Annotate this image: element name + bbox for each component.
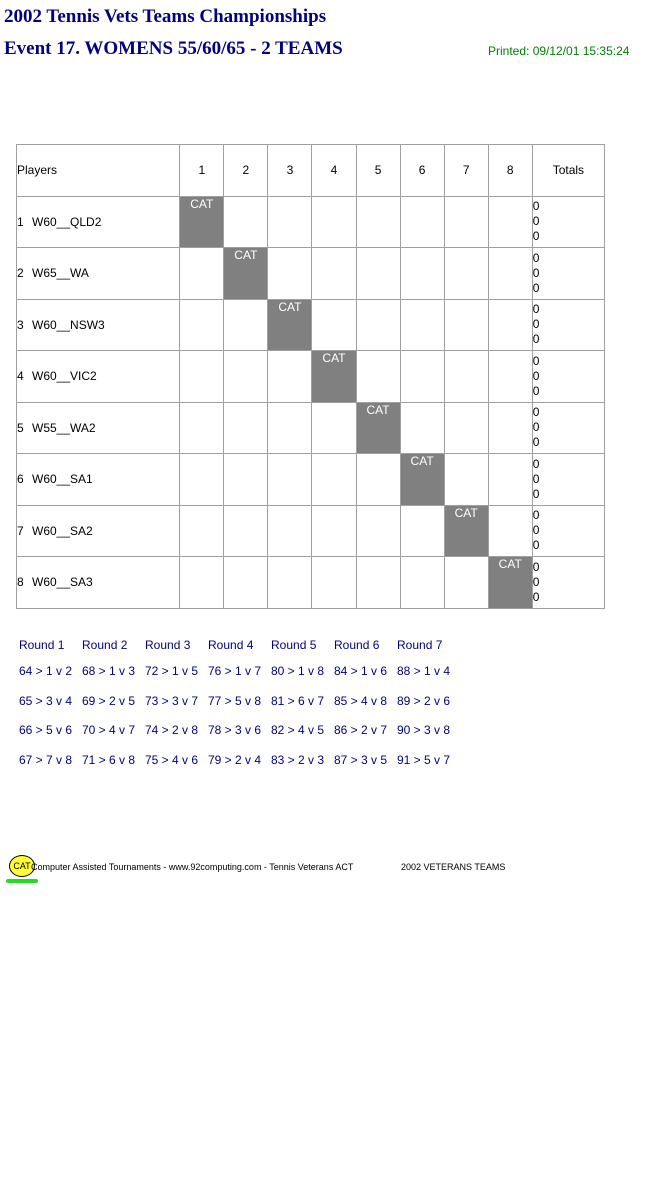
player-name: W60__VIC2 (32, 369, 97, 384)
match-entry: 71 > 6 v 8 (82, 752, 136, 767)
match-cell (488, 299, 532, 351)
player-name: W60__SA1 (32, 472, 93, 487)
match-cell (444, 402, 488, 454)
total-value: 0 (532, 456, 540, 471)
match-cell (444, 557, 488, 609)
column-header-5: 5 (356, 145, 400, 197)
total-value: 0 (532, 559, 540, 574)
total-value: 0 (532, 368, 540, 383)
rounds-schedule (19, 638, 460, 782)
player-cell (17, 402, 180, 454)
match-entry: 67 > 7 v 8 (19, 752, 73, 767)
totals-header: Totals (532, 145, 604, 197)
match-cell (268, 248, 312, 300)
match-cell (488, 196, 532, 248)
total-value: 0 (532, 332, 540, 347)
total-value: 0 (532, 471, 540, 486)
total-value: 0 (532, 353, 540, 368)
player-number: 5 (17, 420, 24, 435)
event-title: Event 17. WOMENS 55/60/65 - 2 TEAMS (4, 38, 343, 59)
total-value: 0 (532, 317, 540, 332)
rounds-match-row (19, 664, 460, 694)
total-value: 0 (532, 538, 540, 553)
totals-cell (532, 196, 604, 248)
match-cell (400, 248, 444, 300)
column-header-8: 8 (488, 145, 532, 197)
match-cell (356, 454, 400, 506)
player-row (17, 402, 605, 454)
total-value: 0 (532, 486, 540, 501)
match-entry: 73 > 3 v 7 (145, 693, 199, 708)
column-header-6: 6 (400, 145, 444, 197)
total-value: 0 (532, 589, 540, 604)
grid-header-row (17, 145, 605, 197)
player-number: 7 (17, 523, 24, 538)
player-number: 2 (17, 266, 24, 281)
total-value: 0 (532, 214, 540, 229)
total-value: 0 (532, 302, 540, 317)
round-header: Round 1 (19, 638, 65, 652)
match-cell (488, 454, 532, 506)
match-cell (488, 505, 532, 557)
totals-cell (532, 505, 604, 557)
match-entry: 82 > 4 v 5 (271, 723, 325, 737)
column-header-1: 1 (180, 145, 224, 197)
match-cell (224, 196, 268, 248)
match-cell (180, 557, 224, 609)
match-cell (444, 454, 488, 506)
match-cell (268, 196, 312, 248)
self-match-cell: CAT (444, 505, 488, 557)
match-cell (400, 402, 444, 454)
self-match-cell: CAT (180, 196, 224, 248)
match-cell (224, 505, 268, 557)
column-header-2: 2 (224, 145, 268, 197)
totals-cell (532, 248, 604, 300)
rounds-header-row (19, 638, 460, 664)
match-cell (312, 248, 356, 300)
match-cell (268, 402, 312, 454)
match-cell (268, 351, 312, 403)
match-cell (180, 454, 224, 506)
match-cell (400, 505, 444, 557)
column-header-7: 7 (444, 145, 488, 197)
match-entry: 72 > 1 v 5 (145, 664, 199, 678)
match-cell (444, 196, 488, 248)
rounds-match-row (19, 753, 460, 783)
rounds-match-row (19, 694, 460, 724)
player-name: W60__QLD2 (32, 214, 102, 229)
match-cell (488, 351, 532, 403)
match-cell (488, 248, 532, 300)
player-cell (17, 557, 180, 609)
totals-cell (532, 299, 604, 351)
match-entry: 84 > 1 v 6 (334, 664, 388, 678)
player-cell (17, 248, 180, 300)
match-cell (224, 299, 268, 351)
match-cell (268, 505, 312, 557)
self-match-cell: CAT (400, 454, 444, 506)
player-name: W55__WA2 (32, 420, 96, 435)
match-cell (356, 196, 400, 248)
match-cell (312, 454, 356, 506)
logo-underline (6, 879, 38, 883)
total-value: 0 (532, 383, 540, 398)
match-cell (312, 299, 356, 351)
player-row (17, 248, 605, 300)
match-entry: 64 > 1 v 2 (19, 664, 73, 678)
player-name: W60__SA3 (32, 575, 93, 590)
match-cell (488, 402, 532, 454)
total-value: 0 (532, 523, 540, 538)
match-entry: 89 > 2 v 6 (397, 693, 451, 708)
match-entry: 66 > 5 v 6 (19, 723, 73, 737)
self-match-cell: CAT (488, 557, 532, 609)
match-cell (312, 196, 356, 248)
player-cell (17, 299, 180, 351)
total-value: 0 (532, 280, 540, 295)
match-cell (400, 196, 444, 248)
match-cell (356, 505, 400, 557)
round-header: Round 7 (397, 638, 443, 652)
match-cell (356, 351, 400, 403)
player-number: 3 (17, 317, 24, 332)
match-entry: 87 > 3 v 5 (334, 752, 388, 767)
match-entry: 74 > 2 v 8 (145, 723, 199, 737)
match-cell (224, 351, 268, 403)
total-value: 0 (532, 574, 540, 589)
match-entry: 90 > 3 v 8 (397, 723, 451, 737)
player-name: W65__WA (32, 266, 89, 281)
match-cell (224, 454, 268, 506)
match-entry: 86 > 2 v 7 (334, 723, 388, 737)
player-cell (17, 196, 180, 248)
match-cell (356, 248, 400, 300)
total-value: 0 (532, 435, 540, 450)
total-value: 0 (532, 250, 540, 265)
match-entry: 75 > 4 v 6 (145, 752, 199, 767)
players-header: Players (17, 145, 180, 197)
self-match-cell: CAT (312, 351, 356, 403)
round-header: Round 3 (145, 638, 191, 652)
match-entry: 85 > 4 v 8 (334, 693, 388, 708)
match-cell (356, 299, 400, 351)
match-cell (312, 505, 356, 557)
round-header: Round 6 (334, 638, 380, 652)
player-name: W60__NSW3 (32, 317, 105, 332)
match-entry: 70 > 4 v 7 (82, 723, 136, 737)
footer-credit: Computer Assisted Tournaments - www.92computing.com - Tennis Veterans ACT (31, 862, 354, 872)
match-entry: 79 > 2 v 4 (208, 752, 262, 767)
rounds-match-row (19, 723, 460, 753)
column-header-3: 3 (268, 145, 312, 197)
totals-cell (532, 402, 604, 454)
self-match-cell: CAT (356, 402, 400, 454)
match-cell (312, 402, 356, 454)
match-entry: 68 > 1 v 3 (82, 664, 136, 678)
round-header: Round 5 (271, 638, 317, 652)
match-cell (400, 299, 444, 351)
draw-grid (16, 144, 605, 609)
match-entry: 78 > 3 v 6 (208, 723, 262, 737)
player-number: 6 (17, 472, 24, 487)
match-cell (224, 402, 268, 454)
match-cell (180, 505, 224, 557)
player-cell (17, 454, 180, 506)
self-match-cell: CAT (224, 248, 268, 300)
player-row (17, 299, 605, 351)
total-value: 0 (532, 508, 540, 523)
total-value: 0 (532, 199, 540, 214)
total-value: 0 (532, 405, 540, 420)
match-entry: 80 > 1 v 8 (271, 664, 325, 678)
footer (6, 855, 566, 887)
player-row (17, 505, 605, 557)
match-cell (180, 248, 224, 300)
match-cell (312, 557, 356, 609)
player-number: 1 (17, 214, 24, 229)
footer-event-name: 2002 VETERANS TEAMS (401, 862, 506, 872)
self-match-cell: CAT (268, 299, 312, 351)
match-entry: 83 > 2 v 3 (271, 752, 325, 767)
round-header: Round 4 (208, 638, 254, 652)
totals-cell (532, 557, 604, 609)
player-row (17, 557, 605, 609)
match-cell (180, 299, 224, 351)
printed-timestamp: Printed: 09/12/01 15:35:24 (488, 44, 630, 58)
total-value: 0 (532, 420, 540, 435)
totals-cell (532, 351, 604, 403)
total-value: 0 (532, 229, 540, 244)
player-cell (17, 505, 180, 557)
match-cell (180, 351, 224, 403)
match-entry: 65 > 3 v 4 (19, 693, 73, 708)
match-entry: 76 > 1 v 7 (208, 664, 262, 678)
column-header-4: 4 (312, 145, 356, 197)
match-cell (224, 557, 268, 609)
total-value: 0 (532, 265, 540, 280)
match-cell (268, 557, 312, 609)
match-cell (400, 351, 444, 403)
match-cell (268, 454, 312, 506)
player-row (17, 351, 605, 403)
round-header: Round 2 (82, 638, 128, 652)
cat-logo-icon: CAT (9, 855, 35, 877)
match-cell (356, 557, 400, 609)
match-cell (400, 557, 444, 609)
player-row (17, 196, 605, 248)
match-cell (444, 299, 488, 351)
player-number: 4 (17, 369, 24, 384)
player-row (17, 454, 605, 506)
player-number: 8 (17, 575, 24, 590)
match-entry: 69 > 2 v 5 (82, 693, 136, 708)
match-entry: 81 > 6 v 7 (271, 693, 325, 708)
page-title: 2002 Tennis Vets Teams Championships (4, 6, 327, 27)
match-entry: 91 > 5 v 7 (397, 752, 451, 767)
player-cell (17, 351, 180, 403)
match-entry: 88 > 1 v 4 (397, 664, 451, 678)
totals-cell (532, 454, 604, 506)
match-entry: 77 > 5 v 8 (208, 693, 262, 708)
match-cell (444, 248, 488, 300)
match-cell (180, 402, 224, 454)
match-cell (444, 351, 488, 403)
player-name: W60__SA2 (32, 523, 93, 538)
